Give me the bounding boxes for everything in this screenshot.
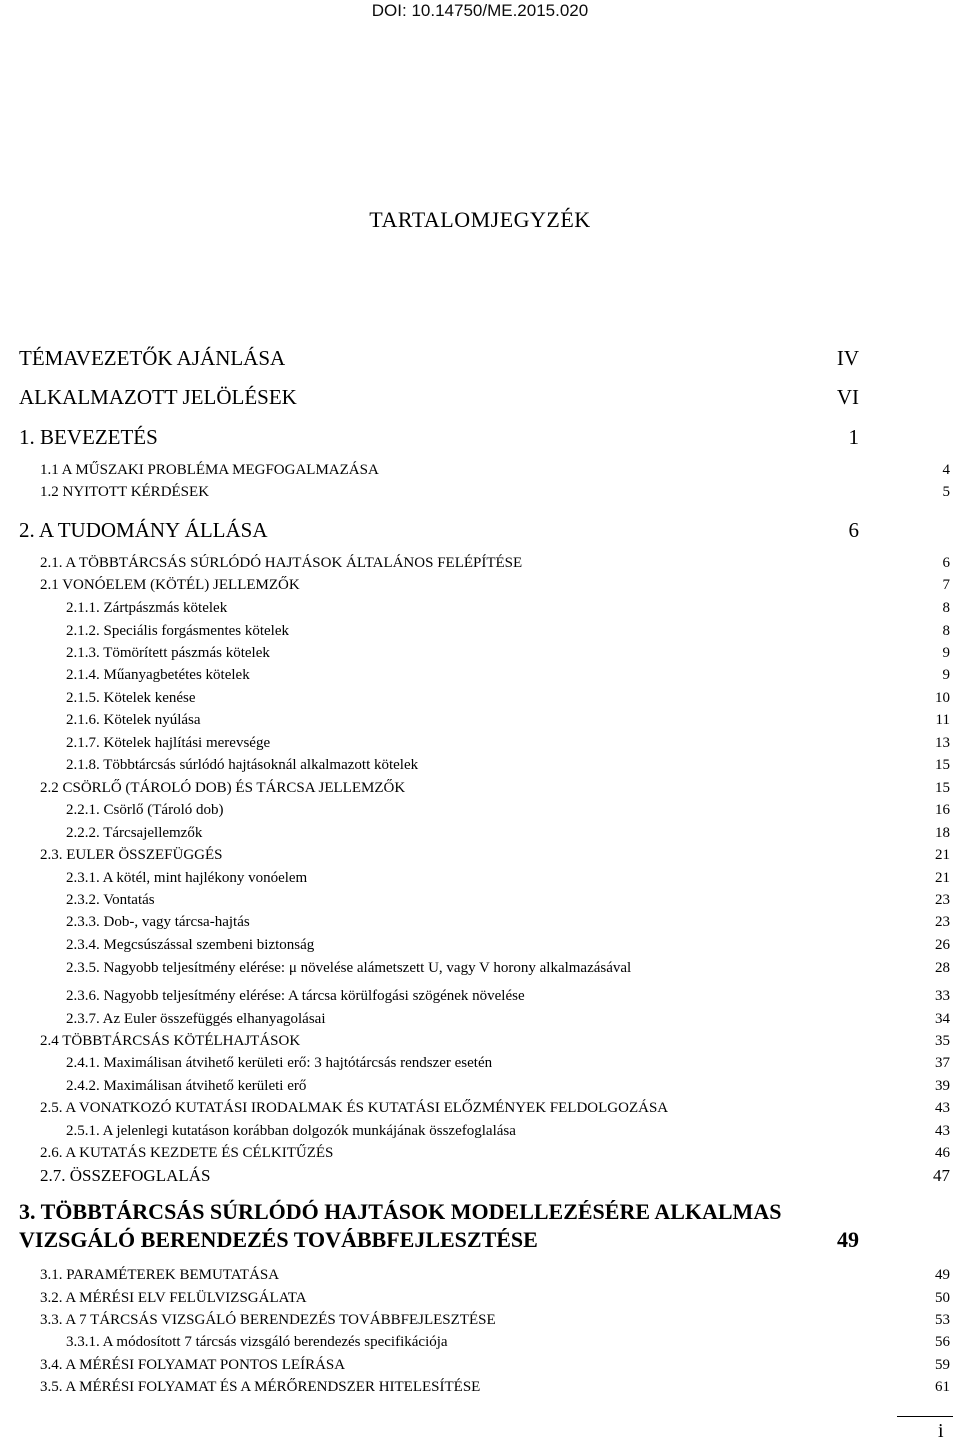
toc-entry-label: 2.3.7. Az Euler összefüggés elhanyagolásai — [66, 1011, 326, 1027]
toc-entry-page: IV — [836, 346, 859, 370]
toc-entry-page: 49 — [935, 1267, 950, 1283]
toc-entry-page: 13 — [935, 735, 950, 751]
toc-entry-page: 6 — [848, 518, 859, 542]
toc-entry-label: 2.1.5. Kötelek kenése — [66, 690, 196, 706]
toc-entry-label: 2.5. A VONATKOZÓ KUTATÁSI IRODALMAK ÉS KUTATÁSI ELŐZMÉNYEK FELDOLGOZÁSA — [40, 1100, 669, 1116]
doi-header: DOI: 10.14750/ME.2015.020 — [371, 1, 589, 20]
toc-entry-page: 50 — [935, 1290, 950, 1306]
toc-entry-label: 3.2. A MÉRÉSI ELV FELÜLVIZSGÁLATA — [40, 1290, 307, 1306]
toc-entry-page: 16 — [935, 802, 950, 818]
toc-entry-label: 2.3.2. Vontatás — [66, 892, 155, 908]
toc-entry-page: 6 — [942, 555, 950, 571]
toc-entry-label: 2.1.2. Speciális forgásmentes kötelek — [66, 623, 290, 639]
toc-entry-page: 21 — [935, 847, 950, 863]
toc-entry-label: TÉMAVEZETŐK AJÁNLÁSA — [19, 346, 286, 370]
toc-entry-page: 11 — [935, 712, 950, 728]
toc-entry-label: 2.1.6. Kötelek nyúlása — [66, 712, 201, 728]
toc-entry-label: 2.1.1. Zártpászmás kötelek — [66, 600, 228, 616]
toc-entry-label: 3.1. PARAMÉTEREK BEMUTATÁSA — [40, 1267, 280, 1283]
toc-entry-page: 7 — [942, 577, 950, 593]
toc-entry-label: 2.2.1. Csörlő (Tároló dob) — [66, 802, 224, 818]
toc-entry-label: 2.7. ÖSSZEFOGLALÁS — [40, 1166, 211, 1185]
toc-entry-page: 35 — [935, 1033, 950, 1049]
toc-entry-label: 2. A TUDOMÁNY ÁLLÁSA — [19, 518, 268, 542]
toc-entry-label: 2.3. EULER ÖSSZEFÜGGÉS — [40, 847, 223, 863]
toc-entry-label: 2.1.3. Tömörített pászmás kötelek — [66, 645, 270, 661]
toc-entry-page: 34 — [935, 1011, 950, 1027]
toc-entry-label: 2.3.4. Megcsúszással szembeni biztonság — [66, 937, 315, 953]
toc-entry-page: 9 — [942, 645, 950, 661]
toc-entry-label: 2.4.2. Maximálisan átvihető kerületi erő — [66, 1078, 307, 1094]
toc-entry-label: 2.2.2. Tárcsajellemzők — [66, 825, 203, 841]
toc-entry-label: ALKALMAZOTT JELÖLÉSEK — [19, 385, 297, 409]
toc-entry-label: 2.1.4. Műanyagbetétes kötelek — [66, 667, 250, 683]
toc-entry-label: 2.3.5. Nagyobb teljesítmény elérése: μ növelése alámetszett U, vagy V horony alkalmazásával — [66, 960, 632, 976]
toc-entry-label: 2.6. A KUTATÁS KEZDETE ÉS CÉLKITŰZÉS — [40, 1145, 334, 1161]
toc-entry-label: VIZSGÁLÓ BERENDEZÉS TOVÁBBFEJLESZTÉSE — [19, 1227, 538, 1252]
toc-entry-page: 53 — [935, 1312, 950, 1328]
toc-entry-label: 2.5.1. A jelenlegi kutatáson korábban dolgozók munkájának összefoglalása — [66, 1123, 516, 1139]
toc-entry-page: 43 — [935, 1100, 950, 1116]
toc-entry-label: 2.1.8. Többtárcsás súrlódó hajtásoknál alkalmazott kötelek — [66, 757, 419, 773]
toc-entry-page: 23 — [935, 914, 950, 930]
toc-entry-page: 15 — [935, 757, 950, 773]
toc-entry-page: 10 — [935, 690, 950, 706]
toc-entry-label: 3.4. A MÉRÉSI FOLYAMAT PONTOS LEÍRÁSA — [40, 1357, 346, 1373]
toc-entry-label: 3.3. A 7 TÁRCSÁS VIZSGÁLÓ BERENDEZÉS TOVÁBBFEJLESZTÉSE — [40, 1312, 496, 1328]
toc-entry-page: 61 — [935, 1379, 950, 1395]
toc-entry-label: 2.2 CSÖRLŐ (TÁROLÓ DOB) ÉS TÁRCSA JELLEMZŐK — [40, 780, 406, 796]
toc-entry-page: 15 — [935, 780, 950, 796]
toc-entry-page: 9 — [942, 667, 950, 683]
footer-rule — [897, 1416, 953, 1417]
toc-entry-label: 3.5. A MÉRÉSI FOLYAMAT ÉS A MÉRŐRENDSZER HITELESÍTÉSE — [40, 1379, 481, 1395]
toc-entry-page: 37 — [935, 1055, 950, 1071]
toc-entry-page: 4 — [942, 462, 950, 478]
toc-entry-page: 21 — [935, 870, 950, 886]
toc-entry-page: 23 — [935, 892, 950, 908]
toc-entry-page: VI — [836, 385, 859, 409]
toc-entry-label: 1.2 NYITOTT KÉRDÉSEK — [40, 484, 210, 500]
toc-entry-page: 46 — [935, 1145, 950, 1161]
toc-entry-label: 2.4.1. Maximálisan átvihető kerületi erő: 3 hajtótárcsás rendszer esetén — [66, 1055, 493, 1071]
toc-entry-page: 39 — [935, 1078, 950, 1094]
toc-entry-page: 1 — [848, 425, 859, 449]
toc-entry-label: 3.3.1. A módosított 7 tárcsás vizsgáló berendezés specifikációja — [66, 1334, 448, 1350]
toc-entry-page: 28 — [935, 960, 950, 976]
toc-entry-page: 56 — [935, 1334, 950, 1350]
toc-entry-label: 2.3.3. Dob-, vagy tárcsa-hajtás — [66, 914, 250, 930]
toc-entry-page: 47 — [933, 1166, 950, 1185]
page-title: TARTALOMJEGYZÉK — [369, 207, 591, 232]
toc-entry-label: 1.1 A MŰSZAKI PROBLÉMA MEGFOGALMAZÁSA — [40, 462, 379, 478]
toc-entry-label: 2.1. A TÖBBTÁRCSÁS SÚRLÓDÓ HAJTÁSOK ÁLTALÁNOS FELÉPÍTÉSE — [40, 555, 523, 571]
toc-entry-label: 2.3.1. A kötél, mint hajlékony vonóelem — [66, 870, 308, 886]
toc-entry-page: 43 — [935, 1123, 950, 1139]
toc-entry-page: 18 — [935, 825, 950, 841]
toc-entry-label: 2.4 TÖBBTÁRCSÁS KÖTÉLHAJTÁSOK — [40, 1033, 301, 1049]
toc-entry-page: 33 — [935, 988, 950, 1004]
toc-entry-page: 26 — [935, 937, 950, 953]
toc-entry-page: 8 — [942, 623, 950, 639]
toc-entry-page: 59 — [935, 1357, 950, 1373]
toc-entry-label: 1. BEVEZETÉS — [19, 425, 158, 449]
toc-entry-label: 3. TÖBBTÁRCSÁS SÚRLÓDÓ HAJTÁSOK MODELLEZÉSÉRE ALKALMAS — [19, 1199, 782, 1224]
page-number: i — [938, 1420, 944, 1442]
toc-entry-label: 2.3.6. Nagyobb teljesítmény elérése: A tárcsa körülfogási szögének növelése — [66, 988, 525, 1004]
toc-entry-page: 5 — [942, 484, 950, 500]
toc-entry-page: 49 — [837, 1227, 859, 1252]
toc-entry-page: 8 — [942, 600, 950, 616]
toc-entry-label: 2.1 VONÓELEM (KÖTÉL) JELLEMZŐK — [40, 577, 300, 593]
toc-entry-label: 2.1.7. Kötelek hajlítási merevsége — [66, 735, 271, 751]
